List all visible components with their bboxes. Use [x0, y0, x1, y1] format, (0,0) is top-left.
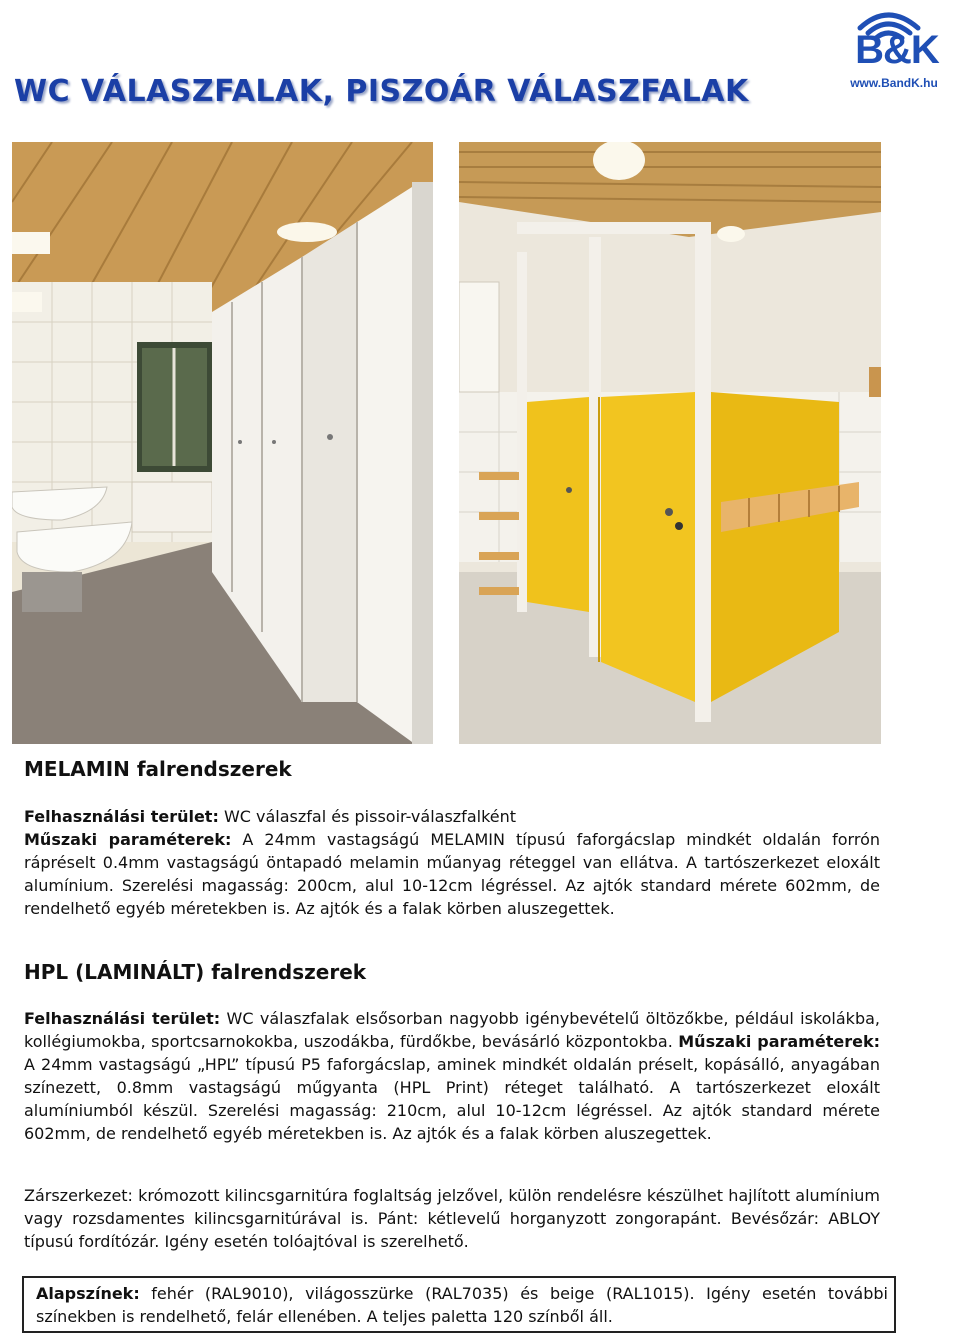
melamin-paragraph — [24, 805, 880, 920]
hpl-heading: HPL (LAMINÁLT) falrendszerek — [24, 960, 367, 984]
hpl-usage-label: Felhasználási terület: — [24, 1009, 221, 1028]
logo-text: B&K — [855, 28, 939, 72]
melamin-usage-text: WC válaszfal és pissoir-válaszfalként — [218, 807, 517, 826]
logo-url[interactable]: www.BandK.hu — [850, 76, 938, 90]
melamin-tech-label: Műszaki paraméterek: — [24, 830, 232, 849]
hpl-partitions-photo — [459, 142, 881, 744]
base-colors-box — [22, 1276, 896, 1333]
melamin-tech-text: A 24mm vastagságú MELAMIN típusú faforgácslap mindkét oldalán forrón rápréselt 0.4mm vastagságú öntapadó melamin műanyag réteggel van ellátva. A tartószerkezet eloxált alumínium. Szerelési magasság: 200cm, alul 10-12cm légréssel. Az ajtók standard mérete 602mm, de rendelhető egyéb méretekben is. Az ajtók és a falak körben aluszegettek. — [24, 830, 880, 918]
hpl-tech-label: Műszaki paraméterek: — [678, 1032, 880, 1051]
base-colors-text: fehér (RAL9010), világosszürke (RAL7035) és beige (RAL1015). Igény esetén további színekben is rendelhető, felár ellenében. A teljes paletta 120 színből áll. — [36, 1284, 888, 1326]
melamin-heading: MELAMIN falrendszerek — [24, 757, 292, 781]
bandk-logo — [832, 2, 954, 94]
base-colors-label: Alapszínek: — [36, 1284, 140, 1303]
hpl-usage-text: WC válaszfalak elsősorban nagyobb igénybevételű öltözőkbe, például iskolákba, kollégiumokba, sportcsarnokokba, uszodákba, fürdőkbe, bevásárló központokba. — [24, 1009, 880, 1051]
melamine-partitions-photo — [12, 142, 433, 744]
hpl-paragraph — [24, 1007, 880, 1145]
hpl-tech-text: A 24mm vastagságú „HPL” típusú P5 faforgácslap, aminek mindkét oldalán préselt, kopásálló, anyagában színezett, 0.8mm vastagságú műgyanta (HPL Print) réteget található. A tartószerkezet eloxált alumíniumból készül. Szerelési magasság: 210cm, alul 10-12cm légréssel. Az ajtók standard mérete 602mm, de rendelhető egyéb méretekben is. Az ajtók és a falak körben aluszegettek. — [24, 1055, 880, 1143]
melamin-usage-label: Felhasználási terület: — [24, 807, 219, 826]
page-title: WC VÁLASZFALAK, PISZOÁR VÁLASZFALAK — [14, 74, 749, 109]
lock-paragraph: Zárszerkezet: krómozott kilincsgarnitúra foglaltság jelzővel, külön rendelésre készülhet hajlított alumínium vagy rozsdamentes kilincsgarnitúrával is. Pánt: kétlevelű horganyzott zongorapánt. Bevésőzár: ABLOY típusú fordítózár. Igény esetén tolóajtóval is szerelhető. — [24, 1186, 880, 1251]
